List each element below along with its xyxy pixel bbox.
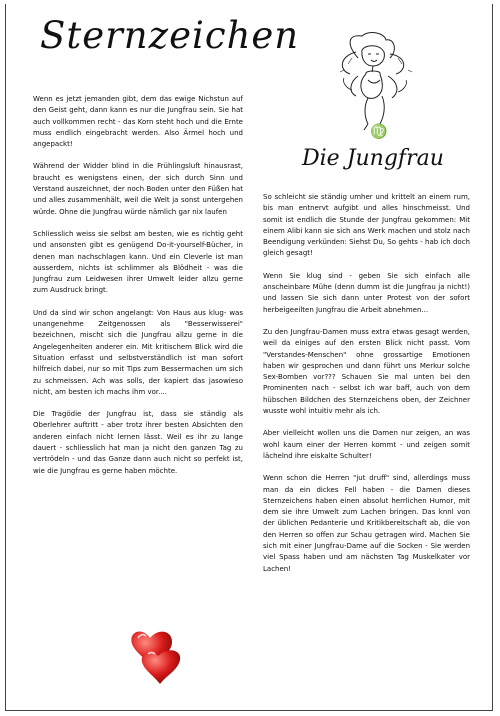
paragraph: Und da sind wir schon angelangt: Von Haus aus klug- was unangenehme Zeitgenossen als "Besserwisserei" bezeichnen, mischt sich die Jungfrau allzu gerne in die Angelegenheiten anderer ein. Mit kritischem Blick wird die Situation erfasst und selbstverständlich ist man sofort hilfreich dabei, nur so mit Tips zum Bessermachen um sich zu schmeissen. Ach was solls, der kapiert das jasowieso nicht, am besten ich machs ihm vor.... bbox=[33, 308, 243, 396]
paragraph: Wenn es jetzt jemanden gibt, dem das ewige Nichstun auf den Geist geht, dann kann es nur die Jungfrau sein. Sie hat auch vollkommen recht - das Korn steht hoch und die Ernte muss endlich eingebracht werden. Also Ärmel hoch und angepackt! bbox=[33, 95, 243, 149]
right-column bbox=[263, 192, 470, 575]
section-title: Die Jungfrau bbox=[302, 146, 444, 171]
paragraph: Zu den Jungfrau-Damen muss extra etwas gesagt werden, weil da einiges auf den ersten Blick nicht passt. Vom "Verstandes-Menschen" ohne grossartige Emotionen haben wir gesprochen und dann führt uns Merkur solche Sex-Bomben vor??? Schauen Sie mal unten bei den Prominenten nach - selbst ich war baff, auch von dem hübschen Bildchen des Sternzeichens oben, der Zeichner wusste wohl intuitiv mehr als ich. bbox=[263, 327, 470, 416]
paragraph: Während der Widder blind in die Frühlingsluft hinausrast, braucht es wenigstens einen, der sich durch Sinn und Verstand auszeichnet, der noch Boden unter den Füßen hat und alles zusammenhält, weil die Welt ja sonst untergehen würde. Ohne die Jungfrau würde nämlich gar nix laufen bbox=[33, 162, 243, 216]
virgo-woman-illustration bbox=[328, 30, 428, 140]
paragraph: Die Tragödie der Jungfrau ist, dass sie ständig als Oberlehrer auftritt - aber trotz ihrer besten Absichten den anderen einfach nicht lernen lässt. Weil es ihr zu lange dauert - schliesslich hat man ja nicht den ganzen Tag zu vertrödeln - und das Ganze dann auch nicht so perfekt ist, wie die Jungfrau es gerne haben möchte. bbox=[33, 410, 243, 475]
hearts-icon bbox=[128, 626, 190, 686]
left-column bbox=[33, 94, 243, 477]
paragraph: Aber vielleicht wollen uns die Damen nur zeigen, an was wohl kaum einer der Herren kommt - und zeigen somit lächelnd ihre eiskalte Schulter! bbox=[263, 429, 470, 460]
paragraph: So schleicht sie ständig umher und krittelt an einem rum, bis man entnervt aufgibt und alles hinschmeisst. Und somit ist endlich die Stunde der Jungfrau gekommen: Mit einem Alibi kann sie sich ans Werk machen und stolz nach Beendigung verkünden: Siehst Du, So gehts - hab ich doch gleich gesagt! bbox=[263, 193, 470, 258]
virgo-symbol-icon bbox=[370, 123, 387, 140]
paragraph: Wenn Sie klug sind - geben Sie sich einfach alle anscheinbare Mühe (denn dumm ist die Jungfrau ja nicht!) und lassen Sie sich dann unter Protest von der sofort herbeigeeilten Jungfrau die Arbeit abnehmen... bbox=[263, 271, 470, 314]
svg-text:♍: ♍ bbox=[370, 124, 388, 140]
paragraph: Wenn schon die Herren "jut druff" sind, allerdings muss man da ein dickes Fell haben - die Damen dieses Sternzeichens haben einen absolut herrlichen Humor, mit dem sie ihre Umwelt zum Lachen bringen. Das knnl von der üblichen Pedanterie und Kritikbereitschaft ab, die von den Herren so offen zur Schau getragen wird. Machen Sie sich mit einer Jungfrau-Dame auf die Socken - Sie werden viel Spass haben und am nächsten Tag Muskelkater vor Lachen! bbox=[263, 474, 470, 573]
page-title: Sternzeichen bbox=[40, 14, 300, 57]
paragraph: Schliesslich weiss sie selbst am besten, wie es richtig geht und ansonsten gibt es genügend Do-it-yourself-Bücher, in denen man nachschlagen kann. Und ein Cleverle ist man ausserdem, nichts ist schlimmer als Blödheit - was die Jungfrau zum Leidwesen ihrer Umwelt leider allzu gerne zum Ausdruck bringt. bbox=[33, 229, 243, 295]
